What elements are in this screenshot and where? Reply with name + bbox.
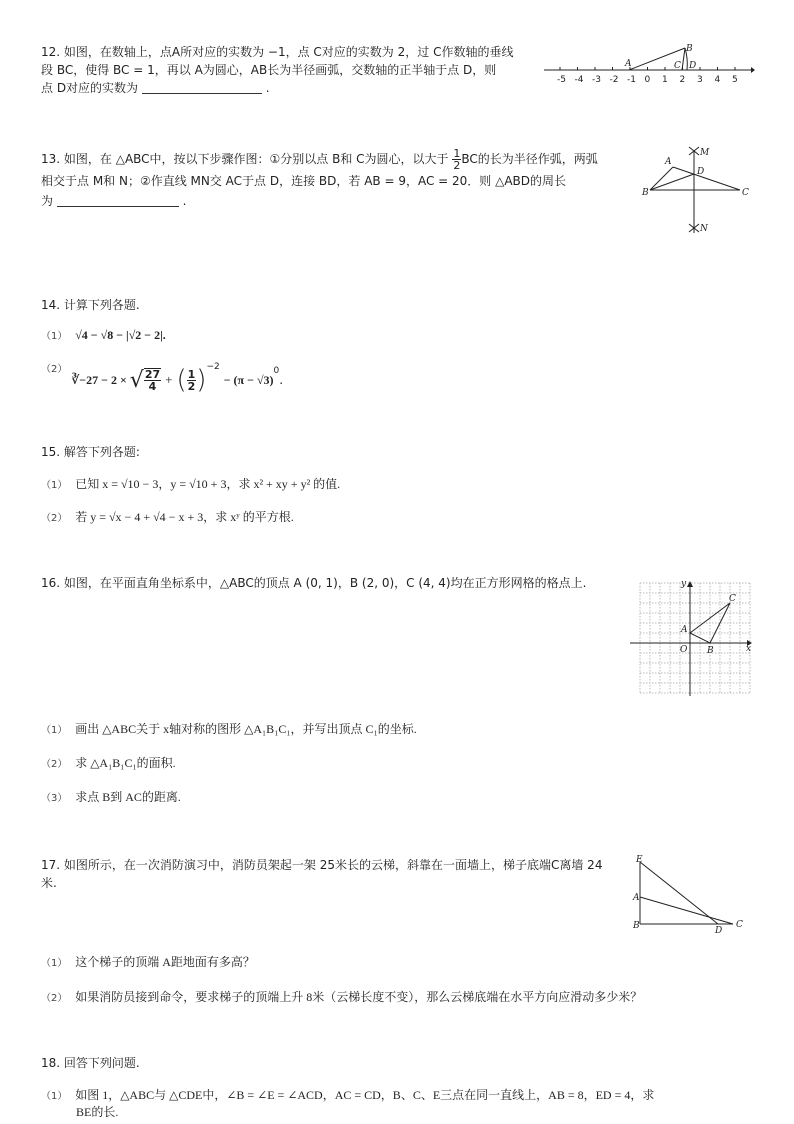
- part-number: （1）: [41, 480, 68, 491]
- part-number: （2）: [41, 513, 68, 524]
- q14-title: 14. 计算下列各题.: [41, 298, 140, 312]
- q18-text-1-cont: BE的长.: [76, 1105, 119, 1119]
- tick-label: 1: [662, 75, 668, 85]
- plus-sign: +: [165, 372, 173, 387]
- segment-BD: [650, 174, 694, 190]
- q17-line2: 米.: [41, 876, 57, 890]
- label-D: D: [697, 167, 705, 177]
- q14-part2: [41, 360, 283, 400]
- tick-label: 3: [697, 75, 703, 85]
- label-E: E: [636, 855, 643, 865]
- q18-text-1: 如图 1，△ABC与 △CDE中，∠B = ∠E = ∠ACD，AC = CD，B、C、E三点在同一直线上，AB = 8，ED = 4，求: [75, 1088, 655, 1102]
- exponent: −2: [206, 362, 220, 372]
- part-number: （1）: [41, 958, 68, 969]
- frac-num: 1: [187, 367, 196, 381]
- q18-part1: [41, 1086, 761, 1120]
- q12-line3: [41, 79, 541, 97]
- label-M: M: [700, 148, 710, 158]
- q16-part2: [41, 754, 176, 771]
- q15-text-2: 若 y = √x − 4 + √4 − x + 3，求 xʸ 的平方根.: [75, 510, 294, 524]
- question-12: [41, 43, 541, 97]
- paren-close: ): [196, 365, 207, 395]
- q12-line1: 12. 如图，在数轴上，点A所对应的实数为 −1，点 C对应的实数为 2，过 C作数轴的垂线: [41, 45, 514, 59]
- ladder-ED: [640, 862, 718, 924]
- q13-line3-text: 为: [41, 194, 54, 208]
- q13-line1-tail: BC的长为半径作弧，两弧: [461, 152, 598, 166]
- label-D: D: [689, 61, 697, 71]
- label-C: C: [729, 594, 736, 604]
- tick-label: -2: [609, 75, 619, 85]
- q16-part1: [41, 720, 417, 737]
- q17-text-1: 这个梯子的顶端 A距地面有多高？: [75, 955, 255, 969]
- label-C: C: [742, 188, 749, 198]
- part-number: （2）: [41, 993, 68, 1004]
- sqrt-symbol: √: [129, 367, 144, 393]
- q17-part2: [41, 988, 642, 1005]
- period: .: [279, 373, 284, 387]
- question-17: [41, 856, 611, 892]
- label-N: N: [700, 224, 708, 234]
- question-13: [41, 148, 641, 211]
- frac-27-4: [144, 368, 161, 392]
- q16-text-1: 画出 △ABC关于 x轴对称的图形 △A₁B₁C₁，并写出顶点 C₁的坐标.: [75, 722, 417, 736]
- y-axis-arrow: [687, 581, 693, 587]
- label-A: A: [633, 893, 640, 903]
- frac-den: 4: [148, 380, 157, 393]
- part-number: （1）: [41, 1091, 68, 1102]
- q13-line3: [41, 191, 641, 211]
- q14-expr-tail: − (π − √3): [223, 372, 274, 387]
- label-B: B: [633, 921, 640, 931]
- tick-label: -1: [627, 75, 636, 85]
- q16-line1: 16. 如图，在平面直角坐标系中，△ABC的顶点 A (0, 1)，B (2, 0)，C (4, 4)均在正方形网格的格点上.: [41, 576, 587, 590]
- q15-part1: [41, 475, 340, 492]
- q12-answer-blank: [142, 81, 262, 94]
- frac-num: 27: [144, 368, 161, 381]
- q13-line1: [41, 148, 641, 171]
- segment-BC: [682, 48, 685, 70]
- part-number: （1）: [41, 331, 68, 342]
- q17-part1: [41, 953, 255, 970]
- label-D: D: [715, 926, 723, 936]
- frac-num: 1: [453, 147, 461, 160]
- ladder-AC: [640, 897, 733, 924]
- tick-label: 0: [644, 75, 651, 85]
- part-number: （1）: [41, 725, 68, 736]
- q14-expression-1: √4 − √8 − |√2 − 2|.: [75, 328, 166, 342]
- q17-text-2: 如果消防员接到命令，要求梯子的顶端上升 8米（云梯长度不变），那么云梯底端在水平方向应滑动多少米？: [75, 990, 643, 1004]
- label-x: x: [746, 644, 752, 654]
- q13-line2: 相交于点 M和 N；②作直线 MN交 AC于点 D，连接 BD，若 AB = 9，AC = 20．则 △ABD的周长: [41, 174, 567, 188]
- q13-answer-blank: [57, 194, 179, 207]
- part-number: （3）: [41, 793, 68, 804]
- label-A: A: [625, 59, 632, 69]
- q13-triangle-figure: [640, 145, 755, 240]
- side-AB: [650, 167, 673, 190]
- label-B: B: [686, 44, 693, 54]
- q15-part2: [41, 508, 294, 525]
- q12-line2: 段 BC，使得 BC = 1，再以 A为圆心，AB长为半径画弧，交数轴的正半轴于点 D，则: [41, 63, 497, 77]
- label-y: y: [681, 579, 687, 589]
- label-B: B: [707, 646, 714, 656]
- label-C: C: [736, 920, 743, 930]
- frac-den: 2: [187, 379, 196, 393]
- paren-open: (: [176, 365, 187, 395]
- q18-title: 18. 回答下列问题.: [41, 1056, 140, 1070]
- q14-part1: [41, 327, 166, 343]
- q17-line1: 17. 如图所示，在一次消防演习中，消防员架起一架 25米长的云梯，斜靠在一面墙上，梯子底端C离墙 24: [41, 858, 603, 872]
- q16-grid-figure: [626, 578, 754, 698]
- tick-label: -4: [574, 75, 584, 85]
- q16-text-2: 求 △A₁B₁C₁的面积.: [75, 756, 176, 770]
- label-B: B: [642, 188, 649, 198]
- part-number: （2）: [41, 759, 68, 770]
- tick-label: 4: [714, 75, 721, 85]
- axis-arrow: [751, 67, 755, 73]
- frac-1-2: [187, 369, 197, 392]
- tick-label: -5: [557, 75, 566, 85]
- tick-label: 5: [732, 75, 738, 85]
- q13-period: .: [182, 194, 187, 208]
- frac-den: 2: [453, 159, 461, 172]
- q13-line1-text: 13. 如图，在 △ABC中，按以下步骤作图：①分别以点 B和 C为圆心，以大于: [41, 152, 449, 166]
- label-C: C: [674, 61, 681, 71]
- q17-ladder-figure: [628, 852, 753, 937]
- q12-number-line-figure: [540, 42, 755, 90]
- label-A: A: [665, 157, 672, 167]
- q12-period: .: [265, 81, 270, 95]
- q16-part3: [41, 788, 181, 805]
- tick-label: 2: [679, 75, 686, 85]
- q14-expr-a: ∛−27 − 2 ×: [71, 372, 127, 387]
- q15-text-1: 已知 x = √10 − 3，y = √10 + 3，求 x² + xy + y² 的值.: [75, 477, 341, 491]
- label-A: A: [681, 625, 688, 635]
- part-number: （2）: [41, 364, 68, 375]
- tick-label: -3: [592, 75, 601, 85]
- q16-text-3: 求点 B到 AC的距离.: [75, 790, 181, 804]
- exponent-zero: 0: [273, 366, 280, 376]
- label-O: O: [680, 645, 688, 655]
- q12-line3-text: 点 D对应的实数为: [41, 81, 139, 95]
- q15-title: 15. 解答下列各题:: [41, 445, 140, 459]
